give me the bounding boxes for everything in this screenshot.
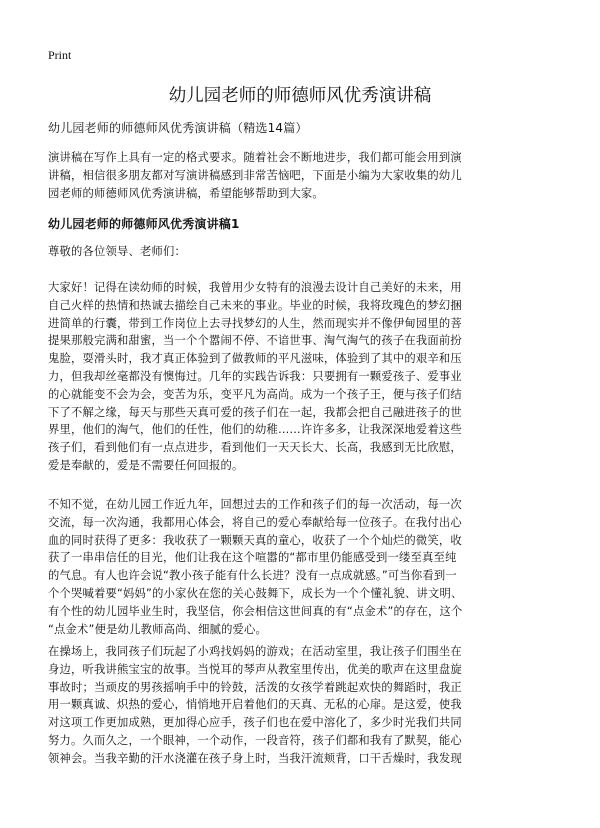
text-line: 对这项工作更加成熟，更加得心应手，孩子们也在爱中溶化了，多少时光我们共同	[48, 716, 462, 730]
text-line: 园老师的师德师风优秀演讲稿，希望能够帮助到大家。	[48, 186, 324, 200]
paragraph-2	[48, 496, 463, 638]
text-line: 提果那般完满和甜蜜，当一个个嚣闹不停、不谙世事、淘气淘气的孩子在我面前扮	[48, 334, 462, 348]
text-line: 讲稿，相信很多朋友都对写演讲稿感到非常苦恼吧，下面是小编为大家收集的幼儿	[48, 168, 462, 182]
text-line: “点金术”便是幼儿教师高尚、细腻的爱心。	[48, 622, 268, 636]
text-line: 自己火样的热情和热诚去描绘自己未来的事业。毕业的时候，我将玫瑰色的梦幻捆	[48, 298, 462, 312]
text-line: 下了不解之缘，每天与那些天真可爱的孩子们在一起，我都会把自己融进孩子的世	[48, 405, 462, 419]
text-line: 身边，听我讲熊宝宝的故事。当悦耳的琴声从教室里传出，优美的歌声在这里盘旋	[48, 662, 462, 676]
text-line: 进简单的行囊，带到工作岗位上去寻找梦幻的人生，然而现实并不像伊甸园里的菩	[48, 316, 462, 330]
document-subtitle: 幼儿园老师的师德师风优秀演讲稿（精选14篇）	[48, 121, 308, 135]
document-title: 幼儿园老师的师德师风优秀演讲稿	[168, 86, 432, 106]
text-line: 个个哭喊着要“妈妈”的小家伙在您的关心鼓舞下，成长为一个个懂礼貌、讲文明、	[48, 586, 463, 600]
paragraph-3	[48, 643, 462, 768]
text-line: 领神会。当我辛勤的汗水浇灌在孩子身上时，当我汗流颊背，口干舌燥时，我发现	[48, 751, 462, 765]
text-line: 孩子们，看到他们有一点点进步，看到他们一天天长大、长高，我感到无比欣慰，	[48, 441, 462, 455]
text-line: 用一颗真诚、炽热的爱心，悄悄地开启着他们的天真、无私的心扉。是这爱，使我	[48, 698, 462, 712]
text-line: 的气息。有人也许会说“教小孩子能有什么长进？没有一点成就感。”可当你看到一	[48, 569, 457, 583]
text-line: 血的同时获得了更多：我收获了一颗颗天真的童心，收获了一个个灿烂的微笑，收	[48, 533, 462, 547]
text-line: 交流，每一次沟通，我都用心体会，将自己的爱心奉献给每一位孩子。在我付出心	[48, 515, 462, 529]
text-line: 大家好！记得在读幼师的时候，我曾用少女特有的浪漫去设计自己美好的未来，用	[48, 281, 462, 294]
print-link[interactable]: Print	[48, 48, 72, 62]
greeting: 尊敬的各位领导、老师们：	[48, 245, 186, 258]
paragraph-1	[48, 279, 462, 475]
text-line: 不知不觉，在幼儿园工作近九年，回想过去的工作和孩子们的每一次活动，每一次	[48, 498, 462, 511]
text-line: 的心就能变不会为会，变苦为乐，变平凡为高尚。成为一个孩子王，便与孩子们结	[48, 387, 462, 401]
text-line: 在操场上，我同孩子们玩起了小鸡找妈妈的游戏；在活动室里，我让孩子们围坐在	[48, 645, 462, 658]
text-line: 事故时；当顽皮的男孩摇响手中的铃鼓，活泼的女孩学着跳起欢快的舞蹈时，我正	[48, 680, 462, 694]
intro-paragraph	[48, 149, 462, 202]
text-line: 演讲稿在写作上具有一定的格式要求。随着社会不断地进步，我们都可能会用到演	[48, 151, 462, 164]
text-line: 力，但我却丝毫都没有懊悔过。几年的实践告诉我：只要拥有一颗爱孩子、爱事业	[48, 369, 462, 383]
text-line: 获了一串串信任的目光，他们让我在这个喧嚣的“都市里仍能感受到一缕至真至纯	[48, 551, 457, 565]
text-line: 有个性的幼儿园毕业生时，我坚信，你会相信这世间真的有“点金术”的存在，这个	[48, 604, 463, 618]
text-line: 界里，他们的淘气，他们的任性，他们的幼稚……许许多多，让我深深地爱着这些	[48, 423, 462, 437]
text-line: 努力。久而久之，一个眼神，一个动作，一段音符，孩子们都和我有了默契，能心	[48, 733, 462, 747]
text-line: 爱是奉献的，爱是不需要任何回报的。	[48, 458, 244, 472]
text-line: 鬼脸，耍滑头时，我才真正体验到了做教师的平凡滋味，体验到了其中的艰辛和压	[48, 352, 462, 366]
section-heading: 幼儿园老师的师德师风优秀演讲稿1	[48, 217, 240, 231]
